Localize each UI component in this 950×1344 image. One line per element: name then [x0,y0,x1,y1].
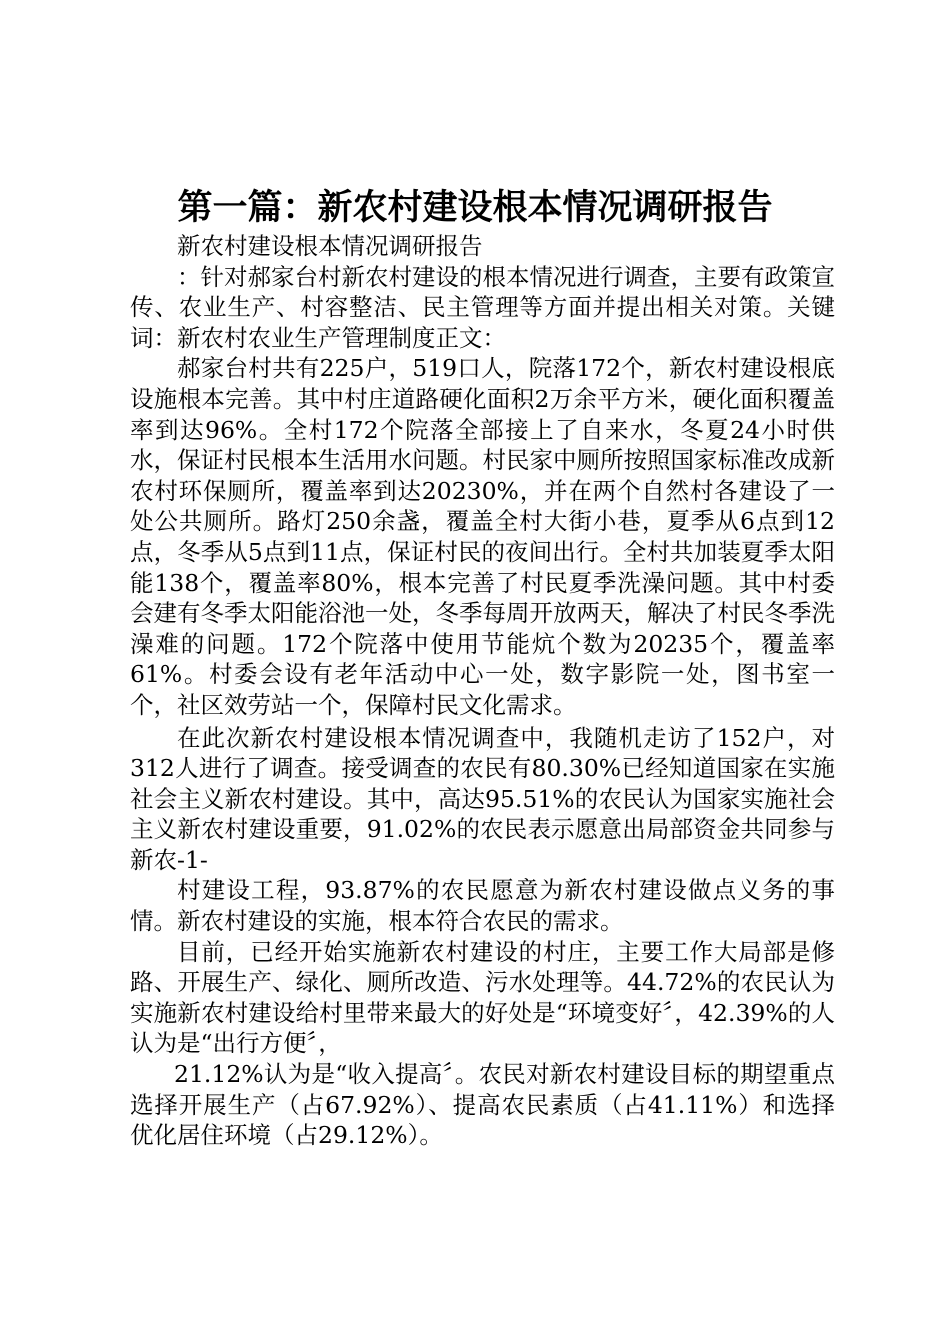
expectation-paragraph: 21.12%认为是“收入提高〞。农民对新农村建设目标的期望重点选择开展生产（占67.92%）、提高农民素质（占41.11%）和选择优化居住环境（占29.12%）。 [130,1060,835,1150]
survey-continued-paragraph: 村建设工程，93.87%的农民愿意为新农村建设做点义务的事情。新农村建设的实施，根本符合农民的需求。 [130,876,835,936]
abstract-paragraph: ：针对郝家台村新农村建设的根本情况进行调查，主要有政策宣传、农业生产、村容整洁、民主管理等方面并提出相关对策。关键词：新农村农业生产管理制度正文： [130,262,835,352]
document-title: 第一篇：新农村建设根本情况调研报告 [177,187,773,228]
village-overview-paragraph: 郝家台村共有225户，519口人，院落172个，新农村建设根底设施根本完善。其中村庄道路硬化面积2万余平方米，硬化面积覆盖率到达96%。全村172个院落全部接上了自来水，冬夏24小时供水，保证村民根本生活用水问题。村民家中厕所按照国家标准改成新农村环保厕所，覆盖率到达20230%，并在两个自然村各建设了一处公共厕所。路灯250余盏，覆盖全村大街小巷，夏季从6点到12点，冬季从5点到11点，保证村民的夜间出行。全村共加装夏季太阳能138个，覆盖率80%，根本完善了村民夏季洗澡问题。其中村委会建有冬季太阳能浴池一处，冬季每周开放两天，解决了村民冬季洗澡难的问题。172个院落中使用节能炕个数为20235个，覆盖率61%。村委会设有老年活动中心一处，数字影院一处，图书室一个，社区效劳站一个，保障村民文化需求。 [130,354,835,719]
current-work-paragraph: 目前，已经开始实施新农村建设的村庄，主要工作大局部是修路、开展生产、绿化、厕所改造、污水处理等。44.72%的农民认为实施新农村建设给村里带来最大的好处是“环境变好〞，42.39%的人认为是“出行方便〞， [130,937,835,1058]
document-body [130,231,835,1151]
survey-paragraph: 在此次新农村建设根本情况调查中，我随机走访了152户，对312人进行了调查。接受调查的农民有80.30%已经知道国家在实施社会主义新农村建设。其中，高达95.51%的农民认为国家实施社会主义新农村建设重要，91.02%的农民表示愿意出局部资金共同参与新农-1- [130,723,835,874]
subtitle-paragraph: 新农村建设根本情况调研报告 [177,232,483,260]
